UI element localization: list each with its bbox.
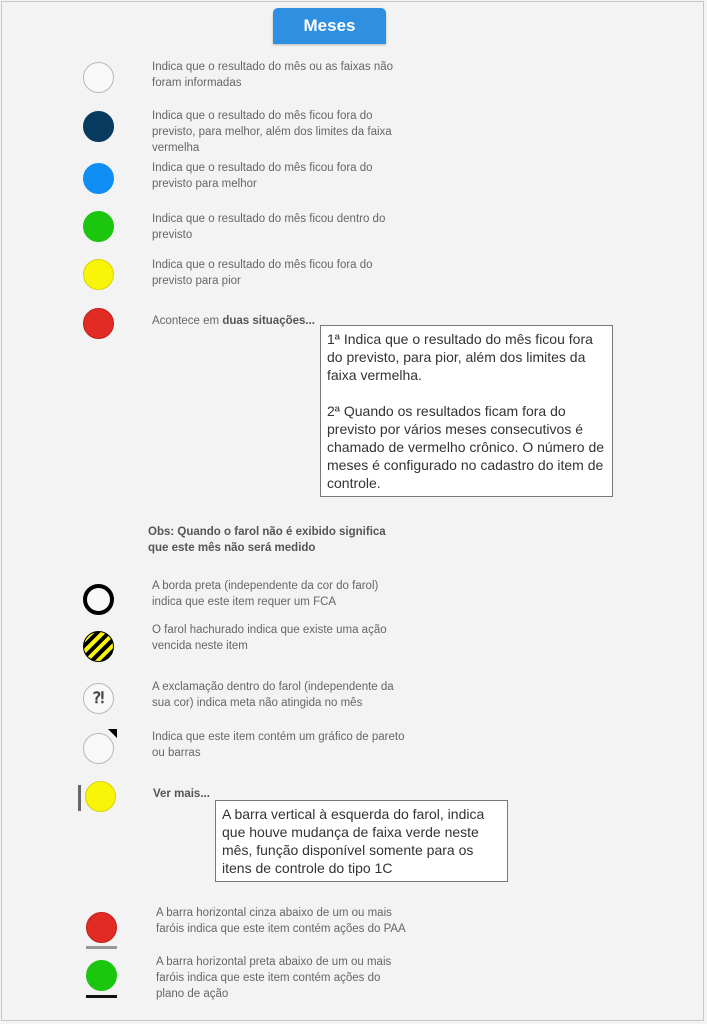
corner-triangle-icon	[108, 729, 117, 738]
duas-situacoes-link[interactable]: duas situações...	[222, 315, 316, 327]
ver-mais-link[interactable]: Ver mais...	[153, 788, 210, 800]
dark-blue-farol-icon	[83, 111, 114, 142]
exclamation-icon: ⁈	[92, 690, 105, 707]
gray-bar-icon	[86, 946, 117, 949]
legend-text-yellow: Indica que o resultado do mês ficou fora do previsto para pior	[152, 259, 373, 287]
red-description-prefix: Acontece em	[152, 315, 223, 327]
popup-first-situation: 1ª Indica que o resultado do mês ficou fora do previsto, para pior, além dos limites da faixa vermelha.	[327, 331, 593, 383]
modifier-text-corner: Indica que este item contém um gráfico de pareto ou barras	[152, 731, 405, 759]
vertical-bar-popup	[215, 800, 508, 882]
black-bar-icon	[86, 995, 117, 998]
green-farol-icon	[83, 211, 114, 242]
white-farol-icon	[83, 62, 114, 93]
green-farol-black-bar-icon	[86, 960, 117, 991]
vertical-bar-icon	[78, 785, 81, 811]
modifier-text-border: A borda preta (independente da cor do farol) indica que este item requer um FCA	[152, 580, 379, 608]
yellow-farol-icon	[83, 259, 114, 290]
bar-text-black: A barra horizontal preta abaixo de um ou mais faróis indica que este item contém ações do plano de ação	[156, 956, 392, 1000]
yellow-farol-vertical-bar-icon	[85, 781, 116, 812]
red-farol-gray-bar-icon	[86, 912, 117, 943]
black-border-farol-icon	[83, 584, 114, 615]
legend-text-dark-blue: Indica que o resultado do mês ficou fora do previsto, para melhor, além dos limites da faixa vermelha	[152, 110, 392, 154]
tab-meses[interactable]: Meses	[273, 8, 386, 44]
modifier-text-exclamation: A exclamação dentro do farol (independente da sua cor) indica meta não atingida no mês	[152, 681, 394, 709]
bar-text-gray: A barra horizontal cinza abaixo de um ou mais faróis indica que este item contém ações do PAA	[156, 907, 406, 935]
red-situations-popup	[320, 325, 613, 497]
red-farol-icon	[83, 308, 114, 339]
hatched-farol-icon	[83, 631, 114, 662]
vertical-bar-popup-text: A barra vertical à esquerda do farol, indica que houve mudança de faixa verde neste mês, função disponível somente para os itens de controle do tipo 1C	[222, 806, 485, 876]
modifier-text-hatched: O farol hachurado indica que existe uma ação vencida neste item	[152, 624, 387, 652]
legend-text-green: Indica que o resultado do mês ficou dentro do previsto	[152, 213, 386, 241]
blue-farol-icon	[83, 163, 114, 194]
legend-text-blue: Indica que o resultado do mês ficou fora do previsto para melhor	[152, 162, 373, 190]
legend-text-white: Indica que o resultado do mês ou as faixas não foram informadas	[152, 61, 394, 89]
popup-second-situation: 2ª Quando os resultados ficam fora do previsto por vários meses consecutivos é chamado de vermelho crônico. O número de meses é configurado no cadastro do item de controle.	[327, 403, 605, 491]
obs-note: Obs: Quando o farol não é exibido significa que este mês não será medido	[148, 526, 386, 554]
